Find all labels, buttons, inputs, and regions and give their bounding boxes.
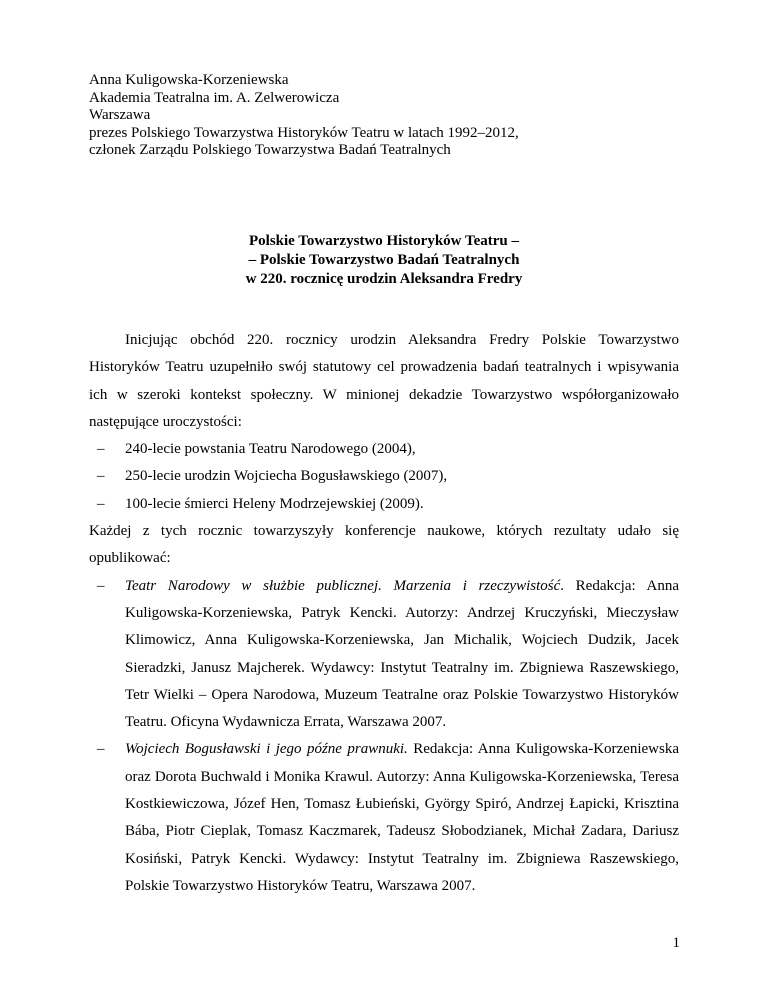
dash-bullet: –: [97, 468, 105, 485]
page-number: 1: [672, 935, 680, 951]
article-body: [89, 327, 679, 900]
conferences-paragraph: Każdej z tych rocznic towarzyszyły konferencje naukowe, których rezultaty udało się opublikować:: [89, 523, 679, 567]
list-item: [89, 436, 679, 463]
publication-details: . Redakcja: Anna Kuligowska-Korzeniewska, Patryk Kencki. Autorzy: Andrzej Kruczyński, Mieczysław Klimowicz, Anna Kuligowska-Korzeniewska, Jan Michalik, Wojciech Dudzik, Jacek Sieradzki, Janusz Majcherek. Wydawcy: Instytut Teatralny im. Zbigniewa Raszewskiego, Tetr Wielki – Opera Narodowa, Muzeum Teatralne oraz Polskie Towarzystwo Historyków Teatru. Oficyna Wydawnicza Errata, Warszawa 2007.: [125, 577, 679, 731]
title-line: Polskie Towarzystwo Historyków Teatru –: [248, 233, 519, 249]
article-title: [0, 232, 768, 289]
publication-details: Redakcja: Anna Kuligowska-Korzeniewska oraz Dorota Buchwald i Monika Krawul. Autorzy: Anna Kuligowska-Korzeniewska, Teresa Kostkiewiczowa, Józef Hen, Tomasz Łubieński, György Spiró, Andrzej Łapicki, Krisztina Bába, Piotr Cieplak, Tomasz Kaczmarek, Tadeusz Słobodzianek, Michał Zadara, Dariusz Kosiński, Patryk Kencki. Wydawcy: Instytut Teatralny im. Zbigniewa Raszewskiego, Polskie Towarzystwo Historyków Teatru, Warszawa 2007.: [125, 741, 679, 894]
list-item: [89, 463, 679, 490]
dash-bullet: –: [97, 441, 105, 458]
event-text: 250-lecie urodzin Wojciecha Bogusławskiego (2007),: [125, 468, 448, 485]
publication-item: [89, 736, 679, 900]
author-institution: Akademia Teatralna im. A. Zelwerowicza: [89, 89, 340, 106]
author-header: [89, 72, 519, 160]
publications-list: [89, 573, 679, 901]
author-name: Anna Kuligowska-Korzeniewska: [89, 72, 289, 88]
author-role-board: członek Zarządu Polskiego Towarzystwa Badań Teatralnych: [89, 142, 451, 158]
dash-bullet: –: [97, 577, 105, 594]
events-list: [89, 436, 679, 518]
list-item: [89, 491, 679, 518]
event-text: 240-lecie powstania Teatru Narodowego (2004),: [125, 441, 416, 458]
publication-title: Wojciech Bogusławski i jego późne prawnuki.: [125, 741, 408, 758]
title-line: – Polskie Towarzystwo Badań Teatralnych: [248, 252, 520, 268]
title-line: w 220. rocznicę urodzin Aleksandra Fredry: [245, 271, 523, 287]
dash-bullet: –: [97, 741, 105, 758]
author-role-president: prezes Polskiego Towarzystwa Historyków Teatru w latach 1992–2012,: [89, 124, 519, 141]
publication-title: Teatr Narodowy w służbie publicznej. Marzenia i rzeczywistość: [125, 577, 561, 594]
dash-bullet: –: [97, 495, 105, 512]
publication-item: [89, 573, 679, 737]
intro-paragraph: Inicjując obchód 220. rocznicy urodzin Aleksandra Fredry Polskie Towarzystwo Historyków Teatru uzupełniło swój statutowy cel prowadzenia badań teatralnych i wpisywania ich w szeroki kontekst społeczny. W minionej dekadzie Towarzystwo współorganizowało następujące uroczystości:: [89, 332, 679, 430]
event-text: 100-lecie śmierci Heleny Modrzejewskiej (2009).: [125, 495, 424, 512]
author-city: Warszawa: [89, 107, 151, 123]
